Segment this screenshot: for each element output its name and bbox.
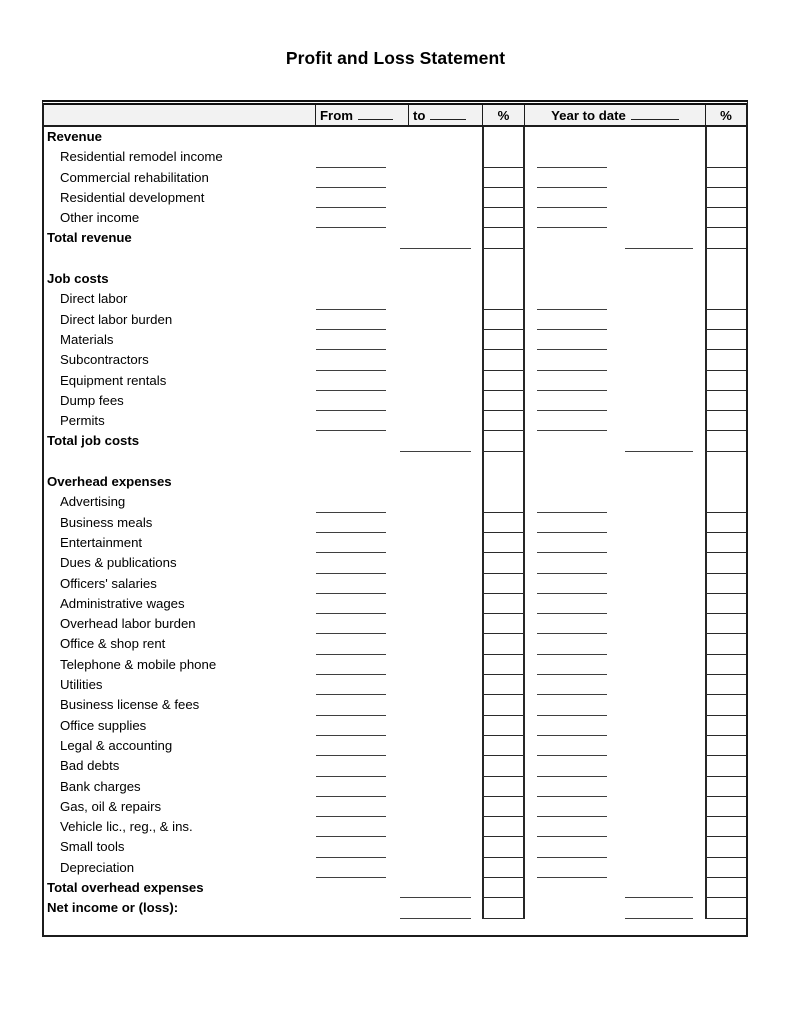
row-label: Dues & publications bbox=[60, 555, 177, 571]
row-label: Overhead expenses bbox=[47, 474, 172, 490]
fill-line-ytd-total bbox=[625, 918, 693, 919]
header-label-percent: % bbox=[720, 107, 732, 123]
spacer-row bbox=[44, 249, 746, 269]
row-label: Bad debts bbox=[60, 758, 120, 774]
row-label: Subcontractors bbox=[60, 352, 149, 368]
table-header-row bbox=[44, 105, 746, 127]
blank-line bbox=[358, 110, 393, 120]
row-label: Telephone & mobile phone bbox=[60, 656, 217, 672]
row-label: Total overhead expenses bbox=[47, 879, 204, 895]
section-row bbox=[44, 269, 746, 289]
item-row bbox=[44, 533, 746, 553]
row-label: Administrative wages bbox=[60, 595, 185, 611]
total-row bbox=[44, 228, 746, 248]
item-row bbox=[44, 716, 746, 736]
item-row bbox=[44, 371, 746, 391]
item-row bbox=[44, 411, 746, 431]
total-row bbox=[44, 878, 746, 898]
item-row bbox=[44, 614, 746, 634]
row-label: Direct labor burden bbox=[60, 311, 173, 327]
row-label: Officers' salaries bbox=[60, 575, 157, 591]
section-row bbox=[44, 472, 746, 492]
row-label: Entertainment bbox=[60, 534, 143, 550]
row-label: Materials bbox=[60, 331, 114, 347]
blank-line bbox=[631, 110, 679, 120]
header-cell-to bbox=[408, 105, 482, 125]
item-row bbox=[44, 655, 746, 675]
item-row bbox=[44, 310, 746, 330]
item-row bbox=[44, 675, 746, 695]
item-row bbox=[44, 553, 746, 573]
header-label-year-to-date: Year to date bbox=[551, 107, 626, 123]
row-label: Vehicle lic., reg., & ins. bbox=[60, 819, 193, 835]
header-cell-percent-ytd bbox=[705, 105, 746, 125]
row-label: Office supplies bbox=[60, 717, 147, 733]
row-label: Dump fees bbox=[60, 392, 124, 408]
blank-line bbox=[430, 110, 466, 120]
item-row bbox=[44, 147, 746, 167]
total-row bbox=[44, 898, 746, 918]
item-row bbox=[44, 817, 746, 837]
item-row bbox=[44, 289, 746, 309]
row-label: Advertising bbox=[60, 494, 126, 510]
row-label: Total revenue bbox=[47, 230, 132, 246]
header-label-percent: % bbox=[497, 107, 510, 123]
row-label: Commercial rehabilitation bbox=[60, 169, 209, 185]
row-label: Overhead labor burden bbox=[60, 616, 196, 632]
percent-box-rule bbox=[705, 918, 746, 919]
row-label: Revenue bbox=[47, 129, 102, 144]
row-label: Depreciation bbox=[60, 859, 135, 875]
item-row bbox=[44, 574, 746, 594]
profit-loss-table bbox=[42, 100, 748, 937]
item-row bbox=[44, 188, 746, 208]
row-label: Business license & fees bbox=[60, 697, 200, 713]
section-row bbox=[44, 127, 746, 147]
item-row bbox=[44, 777, 746, 797]
table-body bbox=[44, 127, 746, 919]
header-cell-from bbox=[315, 105, 408, 125]
row-label: Residential remodel income bbox=[60, 149, 223, 165]
spacer-row bbox=[44, 452, 746, 472]
fill-line-period-total bbox=[400, 918, 471, 919]
item-row bbox=[44, 837, 746, 857]
header-cell-percent-period bbox=[482, 105, 524, 125]
item-row bbox=[44, 513, 746, 533]
row-label: Permits bbox=[60, 413, 105, 429]
row-label: Other income bbox=[60, 210, 140, 226]
row-label: Office & shop rent bbox=[60, 636, 166, 652]
header-label-to: to bbox=[413, 107, 426, 123]
row-label: Job costs bbox=[47, 271, 109, 287]
item-row bbox=[44, 330, 746, 350]
item-row bbox=[44, 736, 746, 756]
row-label: Business meals bbox=[60, 514, 153, 530]
row-label: Total job costs bbox=[47, 433, 140, 449]
header-cell-year-to-date bbox=[524, 105, 705, 125]
item-row bbox=[44, 594, 746, 614]
row-label: Bank charges bbox=[60, 778, 141, 794]
item-row bbox=[44, 756, 746, 776]
header-label-from: From bbox=[320, 107, 353, 123]
row-label: Net income or (loss): bbox=[47, 900, 179, 916]
item-row bbox=[44, 797, 746, 817]
item-row bbox=[44, 695, 746, 715]
total-row bbox=[44, 431, 746, 451]
header-cell-blank bbox=[44, 105, 315, 125]
row-label: Equipment rentals bbox=[60, 372, 167, 388]
page-title: Profit and Loss Statement bbox=[285, 48, 506, 68]
item-row bbox=[44, 168, 746, 188]
row-label: Direct labor bbox=[60, 291, 128, 307]
percent-box-rule bbox=[482, 918, 525, 919]
row-label: Small tools bbox=[60, 839, 125, 855]
item-row bbox=[44, 350, 746, 370]
row-label: Legal & accounting bbox=[60, 737, 173, 753]
table-footer-space bbox=[44, 919, 746, 935]
item-row bbox=[44, 634, 746, 654]
item-row bbox=[44, 858, 746, 878]
item-row bbox=[44, 492, 746, 512]
item-row bbox=[44, 208, 746, 228]
item-row bbox=[44, 391, 746, 411]
row-label: Residential development bbox=[60, 189, 205, 205]
row-label: Gas, oil & repairs bbox=[60, 798, 162, 814]
row-label: Utilities bbox=[60, 677, 103, 693]
